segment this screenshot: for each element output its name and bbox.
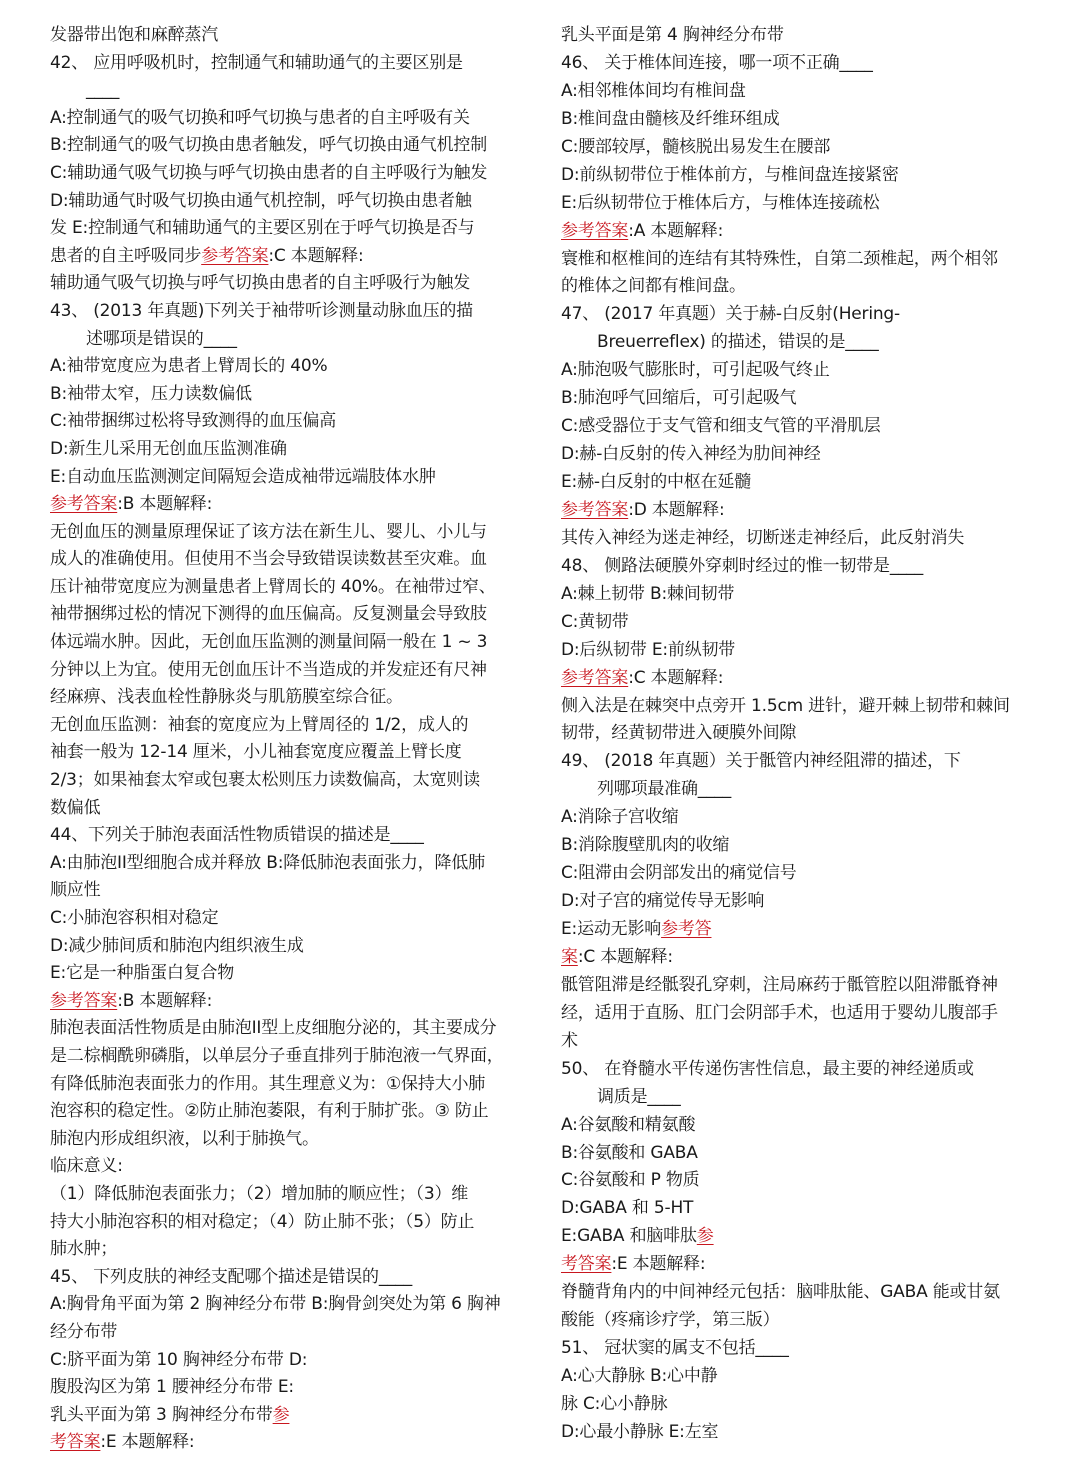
- text-line: 乳头平面是第 4 胸神经分布带: [561, 25, 784, 45]
- answer-line: [50, 1429, 530, 1457]
- answer-line: [561, 1251, 1041, 1279]
- text-line: 侧入法是在棘突中点旁开 1.5cm 进针，避开棘上韧带和棘间: [561, 695, 1010, 716]
- answer-explanation: :C 本题解释:: [628, 667, 724, 688]
- line-text: 乳头平面为第 3 胸神经分布带: [50, 1404, 273, 1425]
- text-line: 是二棕榈酰卵磷脂，以单层分子垂直排列于肺泡液一气界面，: [50, 1045, 504, 1066]
- text-line: 48、 侧路法硬膜外穿刺时经过的惟一韧带是____: [561, 555, 924, 576]
- text-line: A:消除子宫收缩: [561, 807, 679, 828]
- text-line: 的椎体之间都有椎间盘。: [561, 276, 746, 297]
- text-line: 成人的准确使用。但使用不当会导致错误读数甚至灾难。血: [50, 549, 487, 570]
- text-line: 经分布带: [50, 1321, 118, 1342]
- text-line: 分钟以上为宜。使用无创血压计不当造成的并发症还有尺神: [50, 659, 487, 680]
- text-line: D:前纵韧带位于椎体前方，与椎间盘连接紧密: [561, 164, 899, 185]
- text-line: 经麻痹、浅表血栓性静脉炎与肌筋膜室综合征。: [50, 687, 403, 708]
- text-line: A:肺泡吸气膨胀时，可引起吸气终止: [561, 360, 830, 381]
- text-line: C:阻滞由会阴部发出的痛觉信号: [561, 863, 797, 884]
- text-line: D:辅助通气时吸气切换由通气机控制，呼气切换由患者触: [50, 190, 472, 211]
- text-line: 数偏低: [50, 797, 101, 818]
- text-line: 肺泡表面活性物质是由肺泡II型上皮细胞分泌的，其主要成分: [50, 1018, 497, 1039]
- text-line: 42、 应用呼吸机时，控制通气和辅助通气的主要区别是: [50, 52, 463, 73]
- answer-explanation: :C 本题解释:: [268, 245, 364, 266]
- left-column: [50, 22, 530, 1457]
- text-line: 袖带捆绑过松的情况下测得的血压偏高。反复测量会导致肢: [50, 604, 487, 625]
- reference-answer-label: 参: [696, 1226, 714, 1247]
- answer-explanation: :B 本题解释:: [117, 494, 213, 515]
- text-line: ____: [86, 80, 120, 101]
- reference-answer-label: 参考答案: [50, 494, 118, 515]
- answer-line: [50, 491, 530, 519]
- text-line: C:袖带捆绑过松将导致测得的血压偏高: [50, 411, 336, 432]
- text-line: C:小肺泡容积相对稳定: [50, 908, 219, 928]
- text-line: 2/3；如果袖套太窄或包裹太松则压力读数偏高，太宽则读: [50, 770, 480, 791]
- text-line: B:消除腹壁肌肉的收缩: [561, 835, 730, 856]
- text-line: D:后纵韧带 E:前纵韧带: [561, 639, 736, 660]
- text-line: 临床意义:: [50, 1156, 123, 1177]
- text-line: E:后纵韧带位于椎体后方，与椎体连接疏松: [561, 192, 880, 213]
- text-line: 无创血压的测量原理保证了该方法在新生儿、婴儿、小儿与: [50, 521, 487, 542]
- answer-line: [561, 944, 1041, 972]
- text-line: 其传入神经为迷走神经，切断迷走神经后，此反射消失: [561, 527, 965, 548]
- reference-answer-label: 参考答: [661, 919, 712, 939]
- text-line: E:它是一种脂蛋白复合物: [50, 963, 235, 984]
- text-line: C:脐平面为第 10 胸神经分布带 D:: [50, 1349, 308, 1370]
- text-line: 无创血压监测：袖套的宽度应为上臂周径的 1/2，成人的: [50, 714, 469, 735]
- text-line: A:胸骨角平面为第 2 胸神经分布带 B:胸骨剑突处为第 6 胸神: [50, 1294, 501, 1315]
- text-line: A:相邻椎体间均有椎间盘: [561, 80, 746, 101]
- answer-line: [50, 243, 530, 271]
- reference-answer-label: 参考答案: [561, 499, 629, 520]
- text-line: （1）降低肺泡表面张力；（2）增加肺的顺应性；（3）维: [50, 1183, 469, 1204]
- text-line: 寰椎和枢椎间的连结有其特殊性，自第二颈椎起，两个相邻: [561, 248, 998, 269]
- text-line: C:谷氨酸和 P 物质: [561, 1170, 700, 1191]
- text-line: 述哪项是错误的____: [86, 328, 237, 349]
- text-line: 持大小肺泡容积的相对稳定；（4）防止肺不张；（5）防止: [50, 1211, 475, 1232]
- text-line: E:赫-白反射的中枢在延髓: [561, 472, 752, 492]
- answer-line: [561, 665, 1041, 693]
- text-line: 发 E:控制通气和辅助通气的主要区别在于呼气切换是否与: [50, 218, 475, 239]
- text-line: A:棘上韧带 B:棘间韧带: [561, 583, 735, 604]
- reference-answer-label: 参考答案: [201, 245, 269, 266]
- text-line: 44、下列关于肺泡表面活性物质错误的描述是____: [50, 825, 424, 846]
- text-line: C:辅助通气吸气切换与呼气切换由患者的自主呼吸行为触发: [50, 162, 488, 183]
- text-line: 体远端水肿。因此，无创血压监测的测量间隔一般在 1 ~ 3: [50, 632, 488, 653]
- answer-line: [50, 988, 530, 1016]
- text-line: 46、 关于椎体间连接，哪一项不正确____: [561, 52, 873, 73]
- text-line: C:腰部较厚，髓核脱出易发生在腰部: [561, 136, 831, 157]
- line-text: E:GABA 和脑啡肽: [561, 1226, 697, 1247]
- reference-answer-label: 参考答案: [561, 667, 629, 688]
- text-line: 43、 (2013 年真题)下列关于袖带听诊测量动脉血压的描: [50, 300, 473, 321]
- text-line: 肺水肿；: [50, 1239, 118, 1260]
- text-line: 有降低肺泡表面张力的作用。其生理意义为：①保持大小肺: [50, 1073, 486, 1094]
- reference-answer-label: 考答案: [50, 1432, 101, 1453]
- text-line: 顺应性: [50, 880, 101, 901]
- text-line: E:自动血压监测测定间隔短会造成袖带远端肢体水肿: [50, 466, 436, 487]
- text-line: B:椎间盘由髓核及纤维环组成: [561, 108, 780, 129]
- text-line: 酸能（疼痛诊疗学，第三版）: [561, 1310, 780, 1331]
- text-line: D:赫-白反射的传入神经为肋间神经: [561, 444, 821, 465]
- reference-answer-label: 参: [272, 1404, 290, 1425]
- text-line: Breuerreflex) 的描述，错误的是____: [597, 332, 879, 353]
- right-column: [561, 22, 1041, 1447]
- answer-line: [561, 497, 1041, 525]
- answer-explanation: :E 本题解释:: [100, 1432, 195, 1453]
- text-line: B:肺泡呼气回缩后，可引起吸气: [561, 388, 797, 409]
- text-line: 51、 冠状窦的属支不包括____: [561, 1338, 789, 1359]
- text-line: A:由肺泡II型细胞合成并释放 B:降低肺泡表面张力，降低肺: [50, 852, 485, 873]
- text-line: C:感受器位于支气管和细支气管的平滑肌层: [561, 416, 881, 437]
- text-line: 脉 C:心小静脉: [561, 1393, 668, 1414]
- text-line: 压计袖带宽度应为测量患者上臂周长的 40%。在袖带过窄、: [50, 576, 496, 597]
- line-text: E:运动无影响: [561, 919, 662, 939]
- text-line: 腹股沟区为第 1 腰神经分布带 E:: [50, 1377, 294, 1398]
- text-line: 调质是____: [597, 1086, 681, 1107]
- text-line: B:谷氨酸和 GABA: [561, 1142, 698, 1163]
- text-line: A:谷氨酸和精氨酸: [561, 1114, 696, 1135]
- answer-line: [561, 218, 1041, 246]
- text-line: A:心大静脉 B:心中静: [561, 1366, 718, 1386]
- text-line: 泡容积的稳定性。②防止肺泡萎限，有利于肺扩张。③ 防止: [50, 1101, 489, 1122]
- line-text: 患者的自主呼吸同步: [50, 245, 202, 266]
- text-line: A:袖带宽度应为患者上臂周长的 40%: [50, 356, 328, 377]
- text-line: A:控制通气的吸气切换和呼气切换与患者的自主呼吸有关: [50, 107, 470, 128]
- reference-answer-label: 参考答案: [561, 220, 629, 241]
- text-line: B:控制通气的吸气切换由患者触发，呼气切换由通气机控制: [50, 135, 487, 156]
- text-line: 发器带出饱和麻醉蒸汽: [50, 25, 218, 45]
- text-line: 术: [561, 1030, 578, 1051]
- answer-explanation: :E 本题解释:: [611, 1254, 706, 1275]
- text-line: 韧带，经黄韧带进入硬膜外间隙: [561, 723, 797, 744]
- text-line: 47、 (2017 年真题）关于赫-白反射(Hering-: [561, 304, 900, 325]
- text-line: 袖套一般为 12-14 厘米，小儿袖套宽度应覆盖上臂长度: [50, 742, 462, 763]
- text-line: 骶管阻滞是经骶裂孔穿刺，注局麻药于骶管腔以阻滞骶脊神: [561, 974, 998, 995]
- text-line: 列哪项最准确____: [597, 779, 731, 800]
- reference-answer-label: 参考答案: [50, 990, 118, 1011]
- answer-line: [561, 1223, 1041, 1251]
- answer-explanation: :A 本题解释:: [628, 220, 724, 241]
- text-line: B:袖带太窄，压力读数偏低: [50, 383, 252, 404]
- text-line: D:心最小静脉 E:左室: [561, 1421, 719, 1442]
- text-line: D:对子宫的痛觉传导无影响: [561, 891, 765, 912]
- answer-explanation: :C 本题解释:: [577, 946, 673, 967]
- answer-explanation: :B 本题解释:: [117, 990, 213, 1011]
- text-line: 肺泡内形成组织液，以利于肺换气。: [50, 1128, 319, 1149]
- answer-explanation: :D 本题解释:: [628, 499, 725, 520]
- text-line: 45、 下列皮肤的神经支配哪个描述是错误的____: [50, 1266, 413, 1287]
- text-line: 经，适用于直肠、肛门会阴部手术，也适用于婴幼儿腹部手: [561, 1002, 998, 1023]
- text-line: 辅助通气吸气切换与呼气切换由患者的自主呼吸行为触发: [50, 273, 470, 294]
- answer-line: [50, 1402, 530, 1430]
- text-line: 50、 在脊髓水平传递伤害性信息，最主要的神经递质或: [561, 1058, 974, 1079]
- text-line: 脊髓背角内的中间神经元包括：脑啡肽能、GABA 能或甘氨: [561, 1282, 1000, 1303]
- reference-answer-label: 案: [561, 946, 578, 967]
- text-line: D:减少肺间质和肺泡内组织液生成: [50, 935, 304, 956]
- text-line: D:新生儿采用无创血压监测准确: [50, 438, 287, 459]
- text-line: D:GABA 和 5-HT: [561, 1198, 694, 1219]
- answer-line: [561, 916, 1041, 944]
- reference-answer-label: 考答案: [561, 1254, 612, 1275]
- text-line: C:黄韧带: [561, 611, 629, 632]
- text-line: 49、 (2018 年真题）关于骶管内神经阻滞的描述，下: [561, 751, 961, 772]
